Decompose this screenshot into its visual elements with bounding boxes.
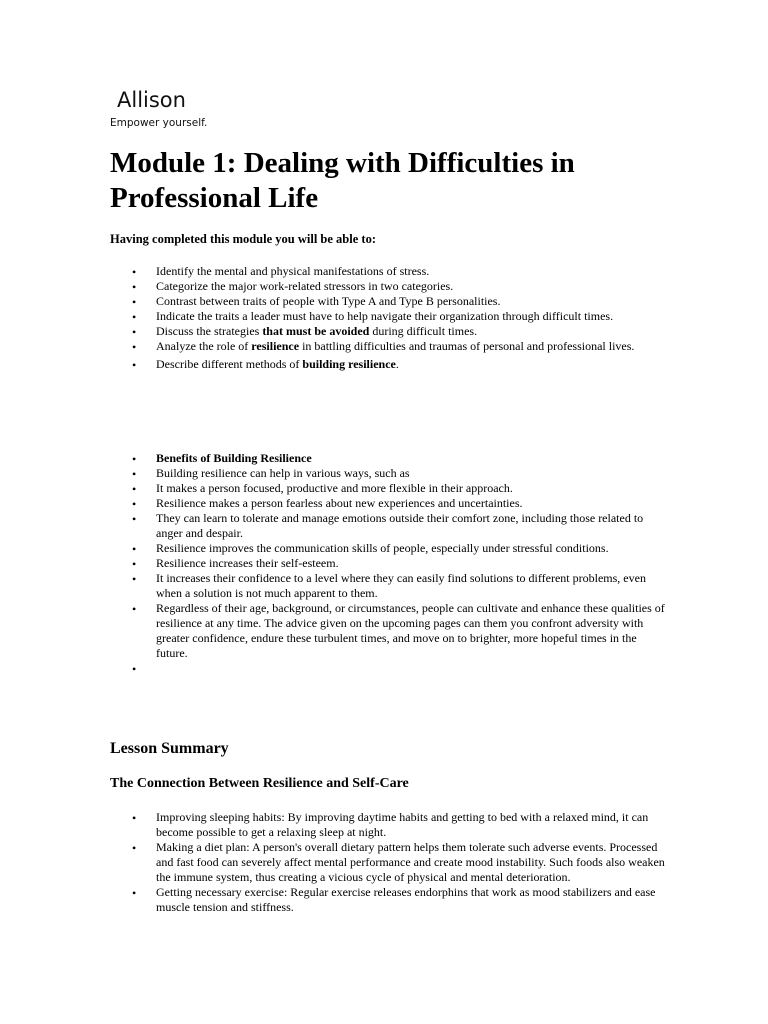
list-item	[110, 481, 670, 496]
list-item	[110, 571, 670, 601]
lesson-summary-heading: Lesson Summary	[110, 740, 229, 757]
item-text: Resilience improves the communication skills of people, especially under stressful conditions.	[156, 541, 609, 555]
benefits-heading: Benefits of Building Resilience	[156, 451, 312, 465]
emphasis-text: that must be avoided	[262, 324, 370, 338]
list-item	[110, 466, 670, 481]
list-item	[110, 541, 670, 556]
item-text: Resilience makes a person fearless about new experiences and uncertainties.	[156, 496, 523, 510]
item-text: in battling difficulties and traumas of personal and professional lives.	[299, 339, 635, 353]
list-item	[110, 324, 670, 339]
item-text: Discuss the strategies	[156, 324, 263, 338]
list-item	[110, 556, 670, 571]
item-text: .	[395, 357, 399, 371]
item-text: Indicate the traits a leader must have to help navigate their organization through difficult times.	[156, 309, 614, 323]
item-text: They can learn to tolerate and manage emotions outside their comfort zone, including those related to anger and despair.	[156, 511, 644, 540]
item-text: Identify the mental and physical manifestations of stress.	[156, 264, 430, 278]
list-item	[110, 511, 670, 541]
list-item-heading	[110, 451, 670, 466]
list-item	[110, 357, 670, 372]
list-item	[110, 810, 670, 840]
item-text: Improving sleeping habits: By improving daytime habits and getting to bed with a relaxed mind, it can become possible to get a relaxing sleep at night.	[156, 810, 649, 839]
list-item	[110, 496, 670, 511]
brand-tagline: Empower yourself.	[110, 117, 208, 129]
brand-logo-text: Allison	[117, 88, 186, 112]
benefits-list	[110, 451, 670, 676]
list-item	[110, 601, 670, 661]
list-item	[110, 840, 670, 885]
item-text: It makes a person focused, productive and more flexible in their approach.	[156, 481, 513, 495]
list-item	[110, 279, 670, 294]
objectives-intro: Having completed this module you will be able to:	[110, 232, 376, 246]
page-title: Module 1: Dealing with Difficulties in Professional Life	[110, 147, 575, 214]
list-item	[110, 264, 670, 279]
emphasis-text: resilience	[251, 339, 300, 353]
list-item	[110, 885, 670, 915]
connection-heading: The Connection Between Resilience and Self-Care	[110, 776, 409, 791]
item-text: Building resilience can help in various ways, such as	[156, 466, 410, 480]
item-text: Regardless of their age, background, or circumstances, people can cultivate and enhance these qualities of resilience at any time. The advice given on the upcoming pages can them you confront adversity with greater confidence, endure these turbulent times, and move on to brighter, more hopeful times in the future.	[156, 601, 665, 660]
emphasis-text: building resilience	[302, 357, 396, 371]
item-text: Analyze the role of	[156, 339, 252, 353]
item-text: Getting necessary exercise: Regular exercise releases endorphins that work as mood stabilizers and ease muscle tension and stiffness.	[156, 885, 656, 914]
list-item	[110, 339, 670, 354]
list-item	[110, 294, 670, 309]
item-text: during difficult times.	[369, 324, 478, 338]
self-care-list	[110, 810, 670, 915]
list-item-empty	[110, 661, 670, 676]
item-text: Resilience increases their self-esteem.	[156, 556, 339, 570]
list-item	[110, 309, 670, 324]
item-text: Making a diet plan: A person's overall dietary pattern helps them tolerate such adverse events. Processed and fast food can severely affect mental performance and create mood instability. Such foods also weaken the immune system, thus creating a vicious cycle of physical and mental deterioration.	[156, 840, 665, 884]
item-text: Contrast between traits of people with Type A and Type B personalities.	[156, 294, 501, 308]
item-text: Categorize the major work-related stressors in two categories.	[156, 279, 454, 293]
objectives-list	[110, 264, 670, 372]
item-text: Describe different methods of	[156, 357, 303, 371]
item-text: It increases their confidence to a level where they can easily find solutions to different problems, even when a solution is not much apparent to them.	[156, 571, 646, 600]
